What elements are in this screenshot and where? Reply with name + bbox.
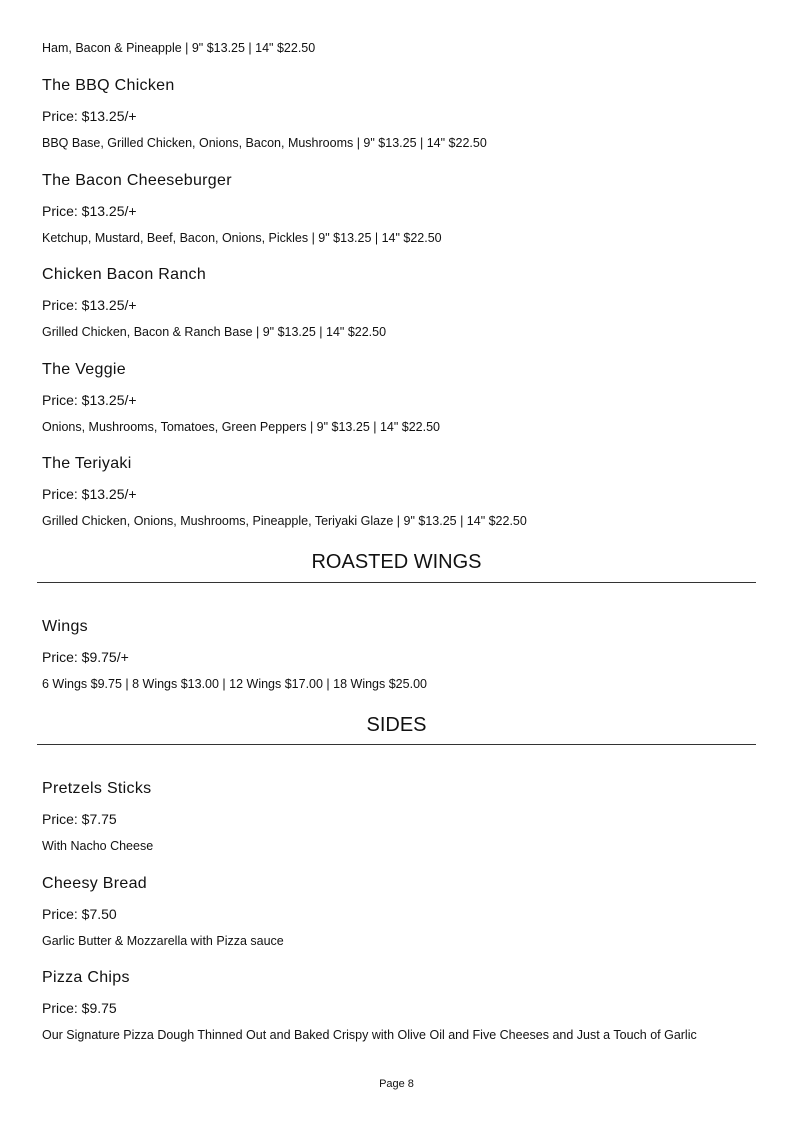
item-description: Onions, Mushrooms, Tomatoes, Green Peppers | 9" $13.25 | 14" $22.50	[42, 420, 441, 434]
item-name: The Bacon Cheeseburger	[42, 172, 232, 189]
section-divider	[37, 582, 756, 583]
item-price: Price: $13.25/+	[42, 203, 137, 219]
item-description: 6 Wings $9.75 | 8 Wings $13.00 | 12 Wings $17.00 | 18 Wings $25.00	[42, 677, 427, 691]
item-name: The Teriyaki	[42, 455, 132, 472]
item-price: Price: $7.50	[42, 906, 117, 922]
item-description: Ketchup, Mustard, Beef, Bacon, Onions, Pickles | 9" $13.25 | 14" $22.50	[42, 231, 442, 245]
item-name: Pizza Chips	[42, 969, 130, 986]
item-description: Grilled Chicken, Bacon & Ranch Base | 9" $13.25 | 14" $22.50	[42, 325, 387, 339]
page-number: Page 8	[379, 1078, 414, 1090]
item-description: BBQ Base, Grilled Chicken, Onions, Bacon, Mushrooms | 9" $13.25 | 14" $22.50	[42, 136, 487, 150]
item-name: Chicken Bacon Ranch	[42, 266, 207, 283]
item-description: Our Signature Pizza Dough Thinned Out and Baked Crispy with Olive Oil and Five Cheeses and Just a Touch of Garlic	[42, 1028, 697, 1042]
item-price: Price: $13.25/+	[42, 108, 137, 124]
item-price: Price: $9.75/+	[42, 649, 129, 665]
item-description: With Nacho Cheese	[42, 839, 154, 853]
item-price: Price: $7.75	[42, 811, 117, 827]
item-price: Price: $9.75	[42, 1000, 117, 1016]
item-description: Garlic Butter & Mozzarella with Pizza sauce	[42, 934, 284, 948]
section-divider	[37, 744, 756, 745]
section-title-wings: ROASTED WINGS	[311, 551, 482, 573]
item-name: The BBQ Chicken	[42, 77, 175, 94]
item-price: Price: $13.25/+	[42, 486, 137, 502]
section-title-sides: SIDES	[366, 714, 427, 736]
item-name: Wings	[42, 618, 88, 635]
item-description: Grilled Chicken, Onions, Mushrooms, Pineapple, Teriyaki Glaze | 9" $13.25 | 14" $22.50	[42, 514, 527, 528]
item-description: Ham, Bacon & Pineapple | 9" $13.25 | 14" $22.50	[42, 41, 316, 55]
item-price: Price: $13.25/+	[42, 297, 137, 313]
item-name: The Veggie	[42, 361, 126, 378]
item-price: Price: $13.25/+	[42, 392, 137, 408]
item-name: Pretzels Sticks	[42, 780, 152, 797]
item-name: Cheesy Bread	[42, 875, 147, 892]
